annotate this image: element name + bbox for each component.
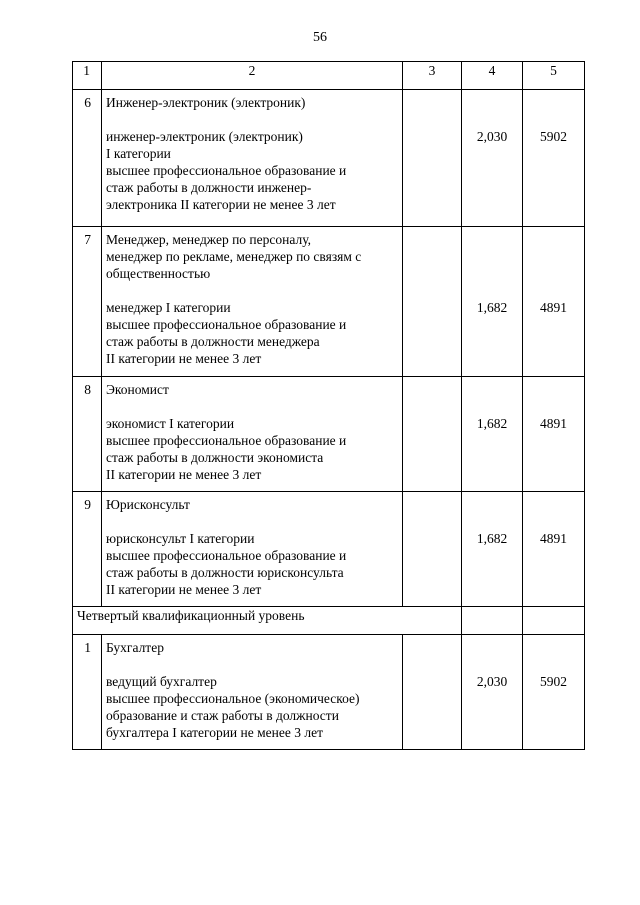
salary-value: 5902: [540, 674, 567, 689]
col4-cell: [462, 607, 523, 635]
salary-cell: [523, 90, 585, 227]
position-title: Бухгалтер: [106, 640, 164, 655]
table-row: [73, 377, 585, 492]
position-line: I категории: [106, 146, 171, 161]
table-header-row: [73, 62, 585, 90]
position-line: ведущий бухгалтер: [106, 674, 217, 689]
position-line: юрисконсульт I категории: [106, 531, 255, 546]
position-line: высшее профессиональное (экономическое): [106, 691, 360, 706]
position-line: бухгалтера I категории не менее 3 лет: [106, 725, 323, 740]
salary-value: 4891: [540, 531, 567, 546]
table-row: [73, 492, 585, 607]
position-line: высшее профессиональное образование и: [106, 548, 347, 563]
position-line: стаж работы в должности менеджера: [106, 334, 320, 349]
page-number: 56: [313, 30, 327, 45]
position-line: образование и стаж работы в должности: [106, 708, 339, 723]
table-row: [73, 90, 585, 227]
position-title: Менеджер, менеджер по персоналу,: [106, 232, 311, 247]
position-title: общественностью: [106, 266, 211, 281]
coefficient-cell: [462, 635, 523, 750]
col3-cell: [403, 227, 462, 377]
qualification-level-row: [73, 607, 585, 635]
header-col-5: 5: [523, 62, 585, 90]
row-number: 6: [73, 90, 102, 227]
position-cell: [102, 90, 403, 227]
table-row: [73, 227, 585, 377]
header-col-4: 4: [462, 62, 523, 90]
header-col-1: 1: [73, 62, 102, 90]
header-col-3: 3: [403, 62, 462, 90]
qualification-level-label: Четвертый квалификационный уровень: [73, 607, 462, 635]
header-col-2: 2: [102, 62, 403, 90]
salary-value: 4891: [540, 300, 567, 315]
coefficient-cell: [462, 377, 523, 492]
position-title: Юрисконсульт: [106, 497, 190, 512]
position-cell: [102, 377, 403, 492]
row-number: 1: [73, 635, 102, 750]
position-line: менеджер I категории: [106, 300, 231, 315]
position-line: высшее профессиональное образование и: [106, 163, 347, 178]
col3-cell: [403, 90, 462, 227]
position-line: высшее профессиональное образование и: [106, 317, 347, 332]
position-cell: [102, 492, 403, 607]
salary-cell: [523, 227, 585, 377]
qualification-table: [72, 61, 585, 750]
coefficient-value: 1,682: [476, 300, 508, 315]
position-title: Экономист: [106, 382, 169, 397]
position-cell: [102, 227, 403, 377]
position-line: II категории не менее 3 лет: [106, 351, 262, 366]
coefficient-value: 2,030: [476, 129, 508, 144]
salary-cell: [523, 492, 585, 607]
position-line: II категории не менее 3 лет: [106, 582, 262, 597]
table-row: [73, 635, 585, 750]
position-cell: [102, 635, 403, 750]
position-line: электроника II категории не менее 3 лет: [106, 197, 336, 212]
coefficient-value: 1,682: [476, 416, 508, 431]
col5-cell: [523, 607, 585, 635]
coefficient-value: 2,030: [476, 674, 508, 689]
position-line: стаж работы в должности инженер-: [106, 180, 312, 195]
coefficient-cell: [462, 492, 523, 607]
coefficient-cell: [462, 227, 523, 377]
salary-cell: [523, 635, 585, 750]
position-line: инженер-электроник (электроник): [106, 129, 303, 144]
position-line: стаж работы в должности юрисконсульта: [106, 565, 344, 580]
position-line: II категории не менее 3 лет: [106, 467, 262, 482]
row-number: 7: [73, 227, 102, 377]
col3-cell: [403, 635, 462, 750]
position-title: Инженер-электроник (электроник): [106, 95, 306, 110]
col3-cell: [403, 492, 462, 607]
salary-value: 5902: [540, 129, 567, 144]
position-line: экономист I категории: [106, 416, 235, 431]
coefficient-cell: [462, 90, 523, 227]
salary-cell: [523, 377, 585, 492]
salary-value: 4891: [540, 416, 567, 431]
row-number: 8: [73, 377, 102, 492]
row-number: 9: [73, 492, 102, 607]
coefficient-value: 1,682: [476, 531, 508, 546]
position-line: стаж работы в должности экономиста: [106, 450, 324, 465]
position-title: менеджер по рекламе, менеджер по связям с: [106, 249, 362, 264]
col3-cell: [403, 377, 462, 492]
position-line: высшее профессиональное образование и: [106, 433, 347, 448]
